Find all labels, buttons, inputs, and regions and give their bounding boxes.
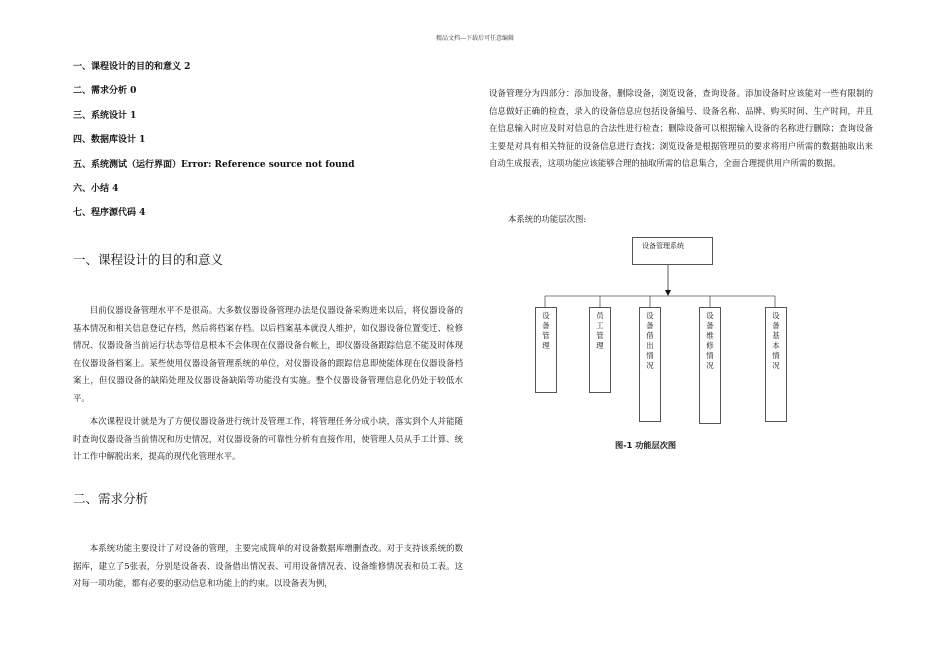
diagram-node-lending-status <box>639 307 661 422</box>
diagram-node-label: 设备管理 <box>542 311 550 350</box>
section2-paragraph-1: 本系统功能主要设计了对设备的管理，主要完成简单的对设备数据库增删查改。对于支持该系统的数据库，建立了5张表，分别是设备表、设备借出情况表、可用设备情况表、设备维修情况表和员工表。这对每一项功能，都有必要的驱动信息和功能上的约束。以设备表为例， <box>73 543 463 589</box>
diagram-node-repair-status <box>699 307 721 424</box>
diagram-intro: 本系统的功能层次图: <box>508 214 587 224</box>
section1-heading: 一、课程设计的目的和意义 <box>73 252 224 267</box>
toc-item-5[interactable]: 五、系统测试（运行界面）Error: Reference source not found <box>73 159 355 170</box>
diagram-node-label: 设备借出情况 <box>646 311 654 370</box>
toc-item-6[interactable]: 六、小结 4 <box>73 183 119 194</box>
toc-item-7[interactable]: 七、程序源代码 4 <box>73 208 146 219</box>
toc-item-3[interactable]: 三、系统设计 1 <box>73 110 137 121</box>
diagram-node-label: 设备维修情况 <box>706 311 714 370</box>
section1-paragraph-1: 目前仪器设备管理水平不是很高。大多数仪器设备管理办法是仪器设备采购进来以后，将仪器设备的基本情况和相关信息登记存档，然后将档案存档。以后档案基本就没人维护，如仪器设备位置变迁、检修情况、仪器设备当前运行状态等信息根本不会体现在仪器设备台帐上，即仪器设备跟踪信息不能及时体现在仪器设备档案上。某些使用仪器设备管理系统的单位，对仪器设备的跟踪信息即使能体现在仪器设备档案上，但仪器设备的缺陷处理及仪器设备缺陷等功能没有实施。整个仪器设备管理信息化仍处于较低水平。 <box>73 305 463 403</box>
section2-heading: 二、需求分析 <box>73 491 149 506</box>
toc-item-4[interactable]: 四、数据库设计 1 <box>73 135 146 146</box>
diagram-node-equipment-management <box>535 307 557 393</box>
diagram-node-label: 员工管理 <box>596 311 604 350</box>
diagram-node-basic-info <box>765 307 787 422</box>
diagram-node-staff-management <box>589 307 611 393</box>
diagram-root-node: 设备管理系统 <box>632 237 713 265</box>
right-column-paragraph: 设备管理分为四部分：添加设备，删除设备，浏览设备，查询设备。添加设备时应该能对一些有限制的信息做好正确的检查，录入的设备信息应包括设备编号、设备名称、品牌、购买时间、生产时间，并且在信息输入时应及时对信息的合法性进行检查；删除设备可以根据输入设备的名称进行删除；查询设备主要是对具有相关特征的设备信息进行查找；浏览设备是根据管理员的要求将用户所需的数据抽取出来自动生成报表，这项功能应该能够合理的抽取所需的信息集合，全面合理提供用户所需的数据。 <box>489 88 873 169</box>
toc-item-2[interactable]: 二、需求分析 0 <box>73 86 137 97</box>
section1-paragraph-2: 本次课程设计就是为了方便仪器设备进行统计及管理工作，将管理任务分成小块，落实到个人并能随时查询仪器设备当前情况和历史情况，对仪器设备的可靠性分析有直接作用，使管理人员从手工计算、统计工作中解脱出来，提高的现代化管理水平。 <box>73 416 463 462</box>
diagram-node-label: 设备基本情况 <box>772 311 780 370</box>
page-header: 精品文档---下载后可任意编辑 <box>435 35 515 42</box>
figure-caption: 图-1 功能层次图 <box>615 440 677 450</box>
toc-item-1[interactable]: 一、课程设计的目的和意义 2 <box>73 62 191 72</box>
